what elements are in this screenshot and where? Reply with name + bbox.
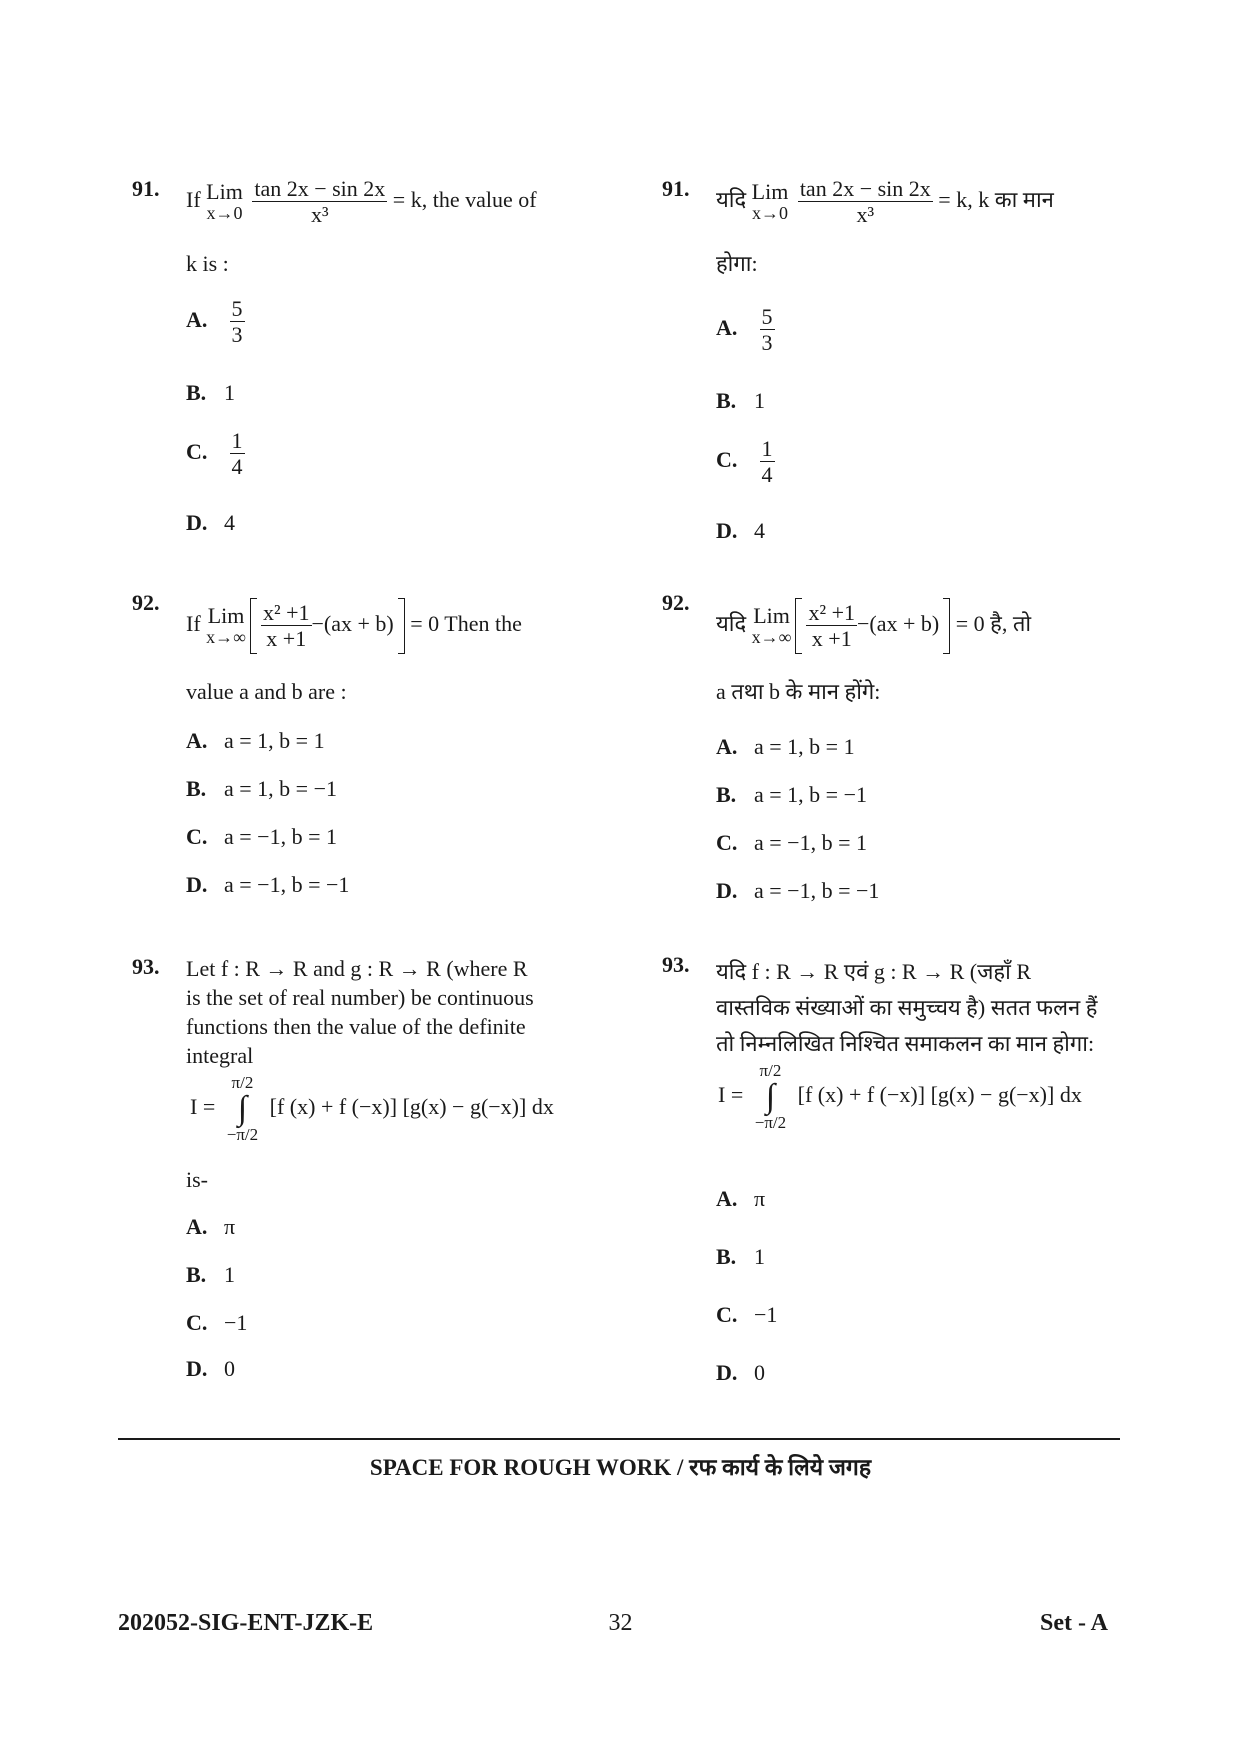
q92-option-b-hi: B. a = 1, b = −1 — [716, 782, 867, 807]
q91-number-hi: 91. — [662, 176, 690, 201]
q91-suffix: = k, the value of — [392, 186, 537, 212]
q93-question-en: Let f : R → R and g : R → R (where R is the set of real number) be continuous functions then the value of the definite integral — [186, 956, 534, 1068]
q92-tail-en: value a and b are : — [186, 679, 347, 704]
q91-tail-en: k is : — [186, 251, 229, 276]
footer-set: Set - A — [1040, 1610, 1108, 1636]
q92-option-c-hi: C. a = −1, b = 1 — [716, 830, 867, 855]
footer-code: 202052-SIG-ENT-JZK-E — [118, 1610, 374, 1636]
q93-integral-en: I = π/2 ∫ −π/2 [f (x) + f (−x)] [g(x) − g(−x)] dx — [190, 1073, 554, 1144]
q91-fraction: $\frac{\tan 2x - \sin 2x}{\text{x³}}$ — [254, 176, 386, 228]
q93-option-c-hi: C. −1 — [716, 1302, 778, 1327]
q92-option-a-en: A. a = 1, b = 1 — [186, 728, 325, 753]
q93-option-a-hi: A. π — [716, 1186, 766, 1211]
q92-option-d-en: D. a = −1, b = −1 — [186, 872, 350, 897]
q91-option-c-en: C. $\frac{1}{4}$ — [186, 428, 243, 480]
q93-option-a-en: A. π — [186, 1214, 236, 1239]
q92-option-b-en: B. a = 1, b = −1 — [186, 776, 337, 801]
q92-option-d-hi: D. a = −1, b = −1 — [716, 878, 880, 903]
q93-option-b-en: B. 1 — [186, 1262, 235, 1287]
q91-question-en — [186, 176, 606, 228]
rough-work-label: SPACE FOR ROUGH WORK / रफ कार्य के लिये जगह — [369, 1455, 872, 1480]
q93-option-d-hi: D. 0 — [716, 1360, 765, 1385]
q93-option-d-en: D. 0 — [186, 1356, 235, 1381]
q92-number-hi: 92. — [662, 590, 690, 615]
q92-option-c-en: C. a = −1, b = 1 — [186, 824, 337, 849]
q91-question-hi: यदि Lim x→0 $\frac{\tan 2x - \sin 2x}{\text{x³}}$ = k, k का मान — [716, 176, 1054, 228]
q91-option-a-en: A. $\frac{5}{3}$ — [186, 296, 243, 348]
q92-question-hi: यदि Lim x→∞ $\frac{\text{x² +1}}{x +1}$ −(ax + b) = 0 है, तो — [716, 598, 1156, 654]
q93-number-hi: 93. — [662, 952, 690, 977]
q93-number-en: 93. — [132, 954, 160, 979]
q93-tail-en: is- — [186, 1167, 208, 1192]
q92-question-en: If Lim x→∞ $\frac{\text{x² +1}}{x +1}$ −(ax + b) = 0 Then the — [186, 598, 606, 654]
q91-option-b-hi: B. 1 — [716, 388, 765, 413]
q92-tail-hi: a तथा b के मान होंगे: — [716, 679, 881, 704]
q91-option-d-hi: D. 4 — [716, 518, 765, 543]
q92-number-en: 92. — [132, 590, 160, 615]
q93-option-b-hi: B. 1 — [716, 1244, 765, 1269]
q91-tail-hi: होगा: — [716, 251, 758, 276]
page-number: 32 — [608, 1610, 633, 1636]
q93-option-c-en: C. −1 — [186, 1310, 248, 1335]
q93-integral-hi: I = π/2 ∫ −π/2 [f (x) + f (−x)] [g(x) − g(−x)] dx — [718, 1061, 1082, 1132]
q92-option-a-hi: A. a = 1, b = 1 — [716, 734, 855, 759]
integral-sign-icon: ∫ — [237, 1089, 248, 1127]
q91-option-a-hi: A. $\frac{5}{3}$ — [716, 304, 773, 356]
q91-limit: Lim x→0 — [206, 178, 243, 223]
q92-bracket: $\frac{\text{x² +1}}{x +1}$ −(ax + b) — [250, 598, 405, 654]
rough-work-divider — [118, 1438, 1120, 1440]
q91-prefix: If — [186, 186, 201, 212]
q93-question-hi: यदि f : R → R एवं g : R → R (जहाँ R वास्तविक संख्याओं का समुच्चय है) सतत फलन हैं तो निम्नलिखित निश्चित समाकलन का मान होगा: — [716, 959, 1098, 1056]
q91-number-en: 91. — [132, 176, 160, 201]
q91-option-d-en: D. 4 — [186, 510, 235, 535]
integral-sign-icon: ∫ — [765, 1077, 776, 1115]
q91-option-c-hi: C. $\frac{1}{4}$ — [716, 436, 773, 488]
q91-option-b-en: B. 1 — [186, 380, 235, 405]
